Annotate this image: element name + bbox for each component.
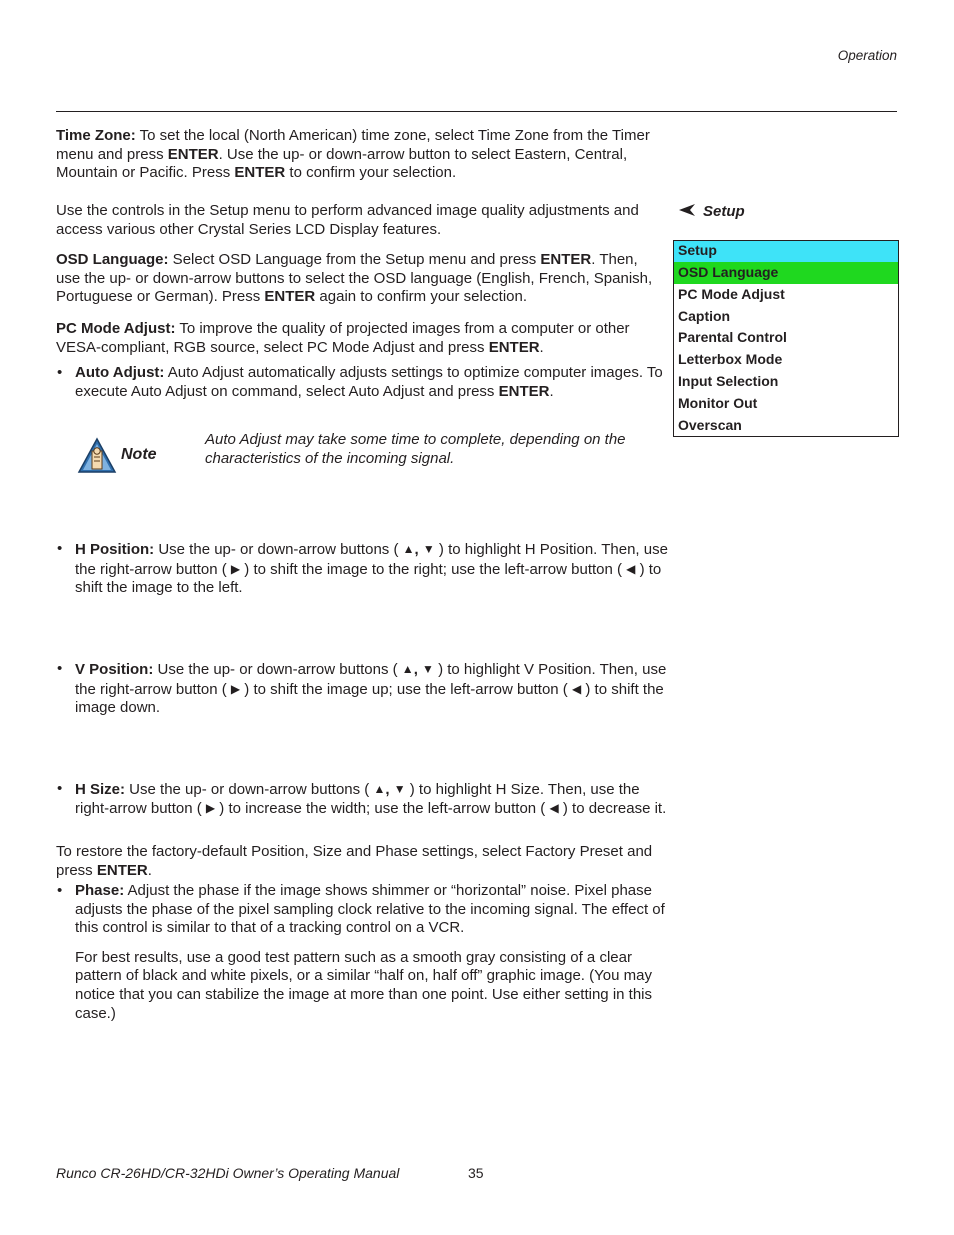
- pc-mode-adjust-paragraph: [56, 320, 654, 357]
- note-icon: [77, 437, 117, 475]
- v-position-bullet: [56, 660, 673, 718]
- menu-item-parental-control[interactable]: Parental Control: [678, 329, 787, 346]
- enter-key: ENTER: [264, 288, 316, 306]
- note-body: Auto Adjust may take some time to complete, depending on the characteristics of the incoming signal.: [205, 431, 626, 467]
- bullet-glyph: •: [57, 540, 63, 558]
- up-arrow-icon: ▲: [373, 781, 386, 796]
- time-zone-paragraph: [56, 127, 654, 183]
- term: Auto Adjust:: [75, 364, 165, 381]
- term: Phase:: [75, 881, 125, 899]
- menu-item-caption[interactable]: Caption: [678, 307, 731, 324]
- text: Auto Adjust automatically adjusts settings to optimize computer images. To execute Auto Adjust on command, select Auto Adjust and press: [75, 364, 663, 400]
- text: ) to increase the width; use the left-arrow button (: [215, 800, 550, 818]
- h-size-bullet: [56, 780, 673, 819]
- comma: ,: [385, 780, 390, 798]
- term: OSD Language:: [56, 251, 169, 268]
- up-arrow-icon: ▲: [402, 542, 415, 557]
- note-text: [205, 431, 655, 468]
- footer-manual-title: Runco CR-26HD/CR-32HDi Owner’s Operating Manual: [56, 1165, 400, 1181]
- text: Use the up- or down-arrow buttons (: [154, 541, 403, 559]
- up-arrow-icon: ▲: [401, 661, 414, 676]
- menu-item-osd-language[interactable]: OSD Language: [674, 262, 898, 284]
- down-arrow-icon: ▼: [422, 661, 434, 676]
- running-header: Operation: [837, 48, 897, 63]
- left-arrow-icon: ◀: [571, 681, 582, 696]
- down-arrow-icon: ▼: [393, 781, 406, 796]
- auto-adjust-bullet: [56, 364, 673, 401]
- comma: ,: [414, 541, 419, 559]
- text: To restore the factory-default Position, Size and Phase settings, select Factory Preset and press: [56, 843, 653, 879]
- term: V Position:: [75, 660, 154, 678]
- bullet-glyph: •: [57, 364, 63, 381]
- text: Select OSD Language from the Setup menu and press: [168, 251, 541, 268]
- restore-paragraph: [56, 843, 654, 880]
- text: . Then, use the up- or down-arrow buttons to select the OSD language (English, French, Spanish, Portuguese or German). Press: [56, 251, 653, 306]
- menu-item-pc-mode-adjust[interactable]: PC Mode Adjust: [678, 285, 785, 302]
- left-arrow-icon: ◀: [549, 801, 559, 816]
- header-rule: [56, 111, 897, 112]
- menu-item-overscan[interactable]: Overscan: [678, 416, 742, 433]
- text: .: [147, 861, 152, 879]
- text: ) to decrease it.: [558, 800, 667, 818]
- right-arrow-icon: ▶: [205, 801, 216, 816]
- menu-item-letterbox-mode[interactable]: Letterbox Mode: [678, 351, 783, 368]
- setup-intro-text: Use the controls in the Setup menu to perform advanced image quality adjustments and access various other Crystal Series LCD Display features.: [56, 202, 639, 238]
- text: Use the up- or down-arrow buttons (: [153, 660, 402, 678]
- text: To improve the quality of projected images from a computer or other VESA-compliant, RGB source, select PC Mode Adjust and press: [56, 320, 630, 356]
- note-label: Note: [121, 446, 157, 463]
- text: ) to shift the image down.: [75, 680, 664, 717]
- phase-bullet: [56, 882, 673, 1023]
- text: Adjust the phase if the image shows shimmer or “horizontal” noise. Pixel phase adjusts the phase of the pixel sampling clock relative to the incoming signal. The effect of this control is similar to that of a tracking control on a VCR.: [75, 881, 665, 937]
- right-arrow-icon: ▶: [230, 681, 241, 696]
- text: .: [549, 382, 554, 400]
- term: H Position:: [75, 541, 155, 559]
- setup-intro-paragraph: [56, 202, 654, 239]
- text: To set the local (North American) time zone, select Time Zone from the Timer menu and press: [56, 127, 650, 163]
- text: to confirm your selection.: [285, 164, 457, 182]
- sidebar-title-text: Setup: [703, 203, 745, 220]
- osd-language-paragraph: [56, 251, 654, 307]
- down-arrow-icon: ▼: [422, 542, 435, 557]
- enter-key: ENTER: [488, 338, 540, 356]
- bullet-glyph: •: [57, 779, 63, 797]
- text: Use the up- or down-arrow buttons (: [125, 780, 374, 798]
- enter-key: ENTER: [96, 861, 148, 879]
- menu-item-input-selection[interactable]: Input Selection: [678, 372, 779, 389]
- text: ) to shift the image up; use the left-arrow button (: [240, 680, 572, 698]
- enter-key: ENTER: [234, 164, 286, 182]
- text: ) to shift the image to the left.: [75, 560, 662, 597]
- sidebar-section-title: [679, 203, 745, 222]
- section-arrow-icon: [679, 203, 695, 222]
- menu-item-monitor-out[interactable]: Monitor Out: [678, 394, 758, 411]
- setup-menu: [673, 240, 899, 437]
- term: H Size:: [75, 780, 126, 798]
- term: PC Mode Adjust:: [56, 320, 176, 337]
- right-arrow-icon: ▶: [230, 561, 241, 576]
- term: Time Zone:: [56, 127, 136, 144]
- enter-key: ENTER: [167, 145, 219, 163]
- text: .: [539, 338, 544, 356]
- comma: ,: [413, 660, 418, 678]
- h-position-bullet: [56, 540, 673, 598]
- text: ) to highlight H Position. Then, use the right-arrow button (: [75, 541, 668, 578]
- page-number: 35: [468, 1165, 484, 1181]
- text: again to confirm your selection.: [315, 288, 528, 306]
- text: ) to shift the image to the right; use the left-arrow button (: [240, 560, 627, 578]
- text: . Use the up- or down-arrow button to select Eastern, Central, Mountain or Pacific. Press: [56, 145, 628, 182]
- bullet-glyph: •: [57, 881, 63, 899]
- phase-test-pattern-text: For best results, use a good test pattern such as a smooth gray consisting of a clear pattern of black and white pixels, or a similar “half on, half off” graphic image. (You may notice that you can stabilize the image at more than one point. Use either setting in this case.): [75, 948, 653, 1022]
- left-arrow-icon: ◀: [626, 561, 636, 576]
- bullet-glyph: •: [57, 659, 63, 677]
- enter-key: ENTER: [540, 251, 592, 268]
- text: ) to highlight H Size. Then, use the right-arrow button (: [75, 780, 640, 818]
- text: ) to highlight V Position. Then, use the right-arrow button (: [75, 660, 667, 698]
- menu-header: Setup: [674, 241, 898, 262]
- enter-key: ENTER: [498, 382, 550, 400]
